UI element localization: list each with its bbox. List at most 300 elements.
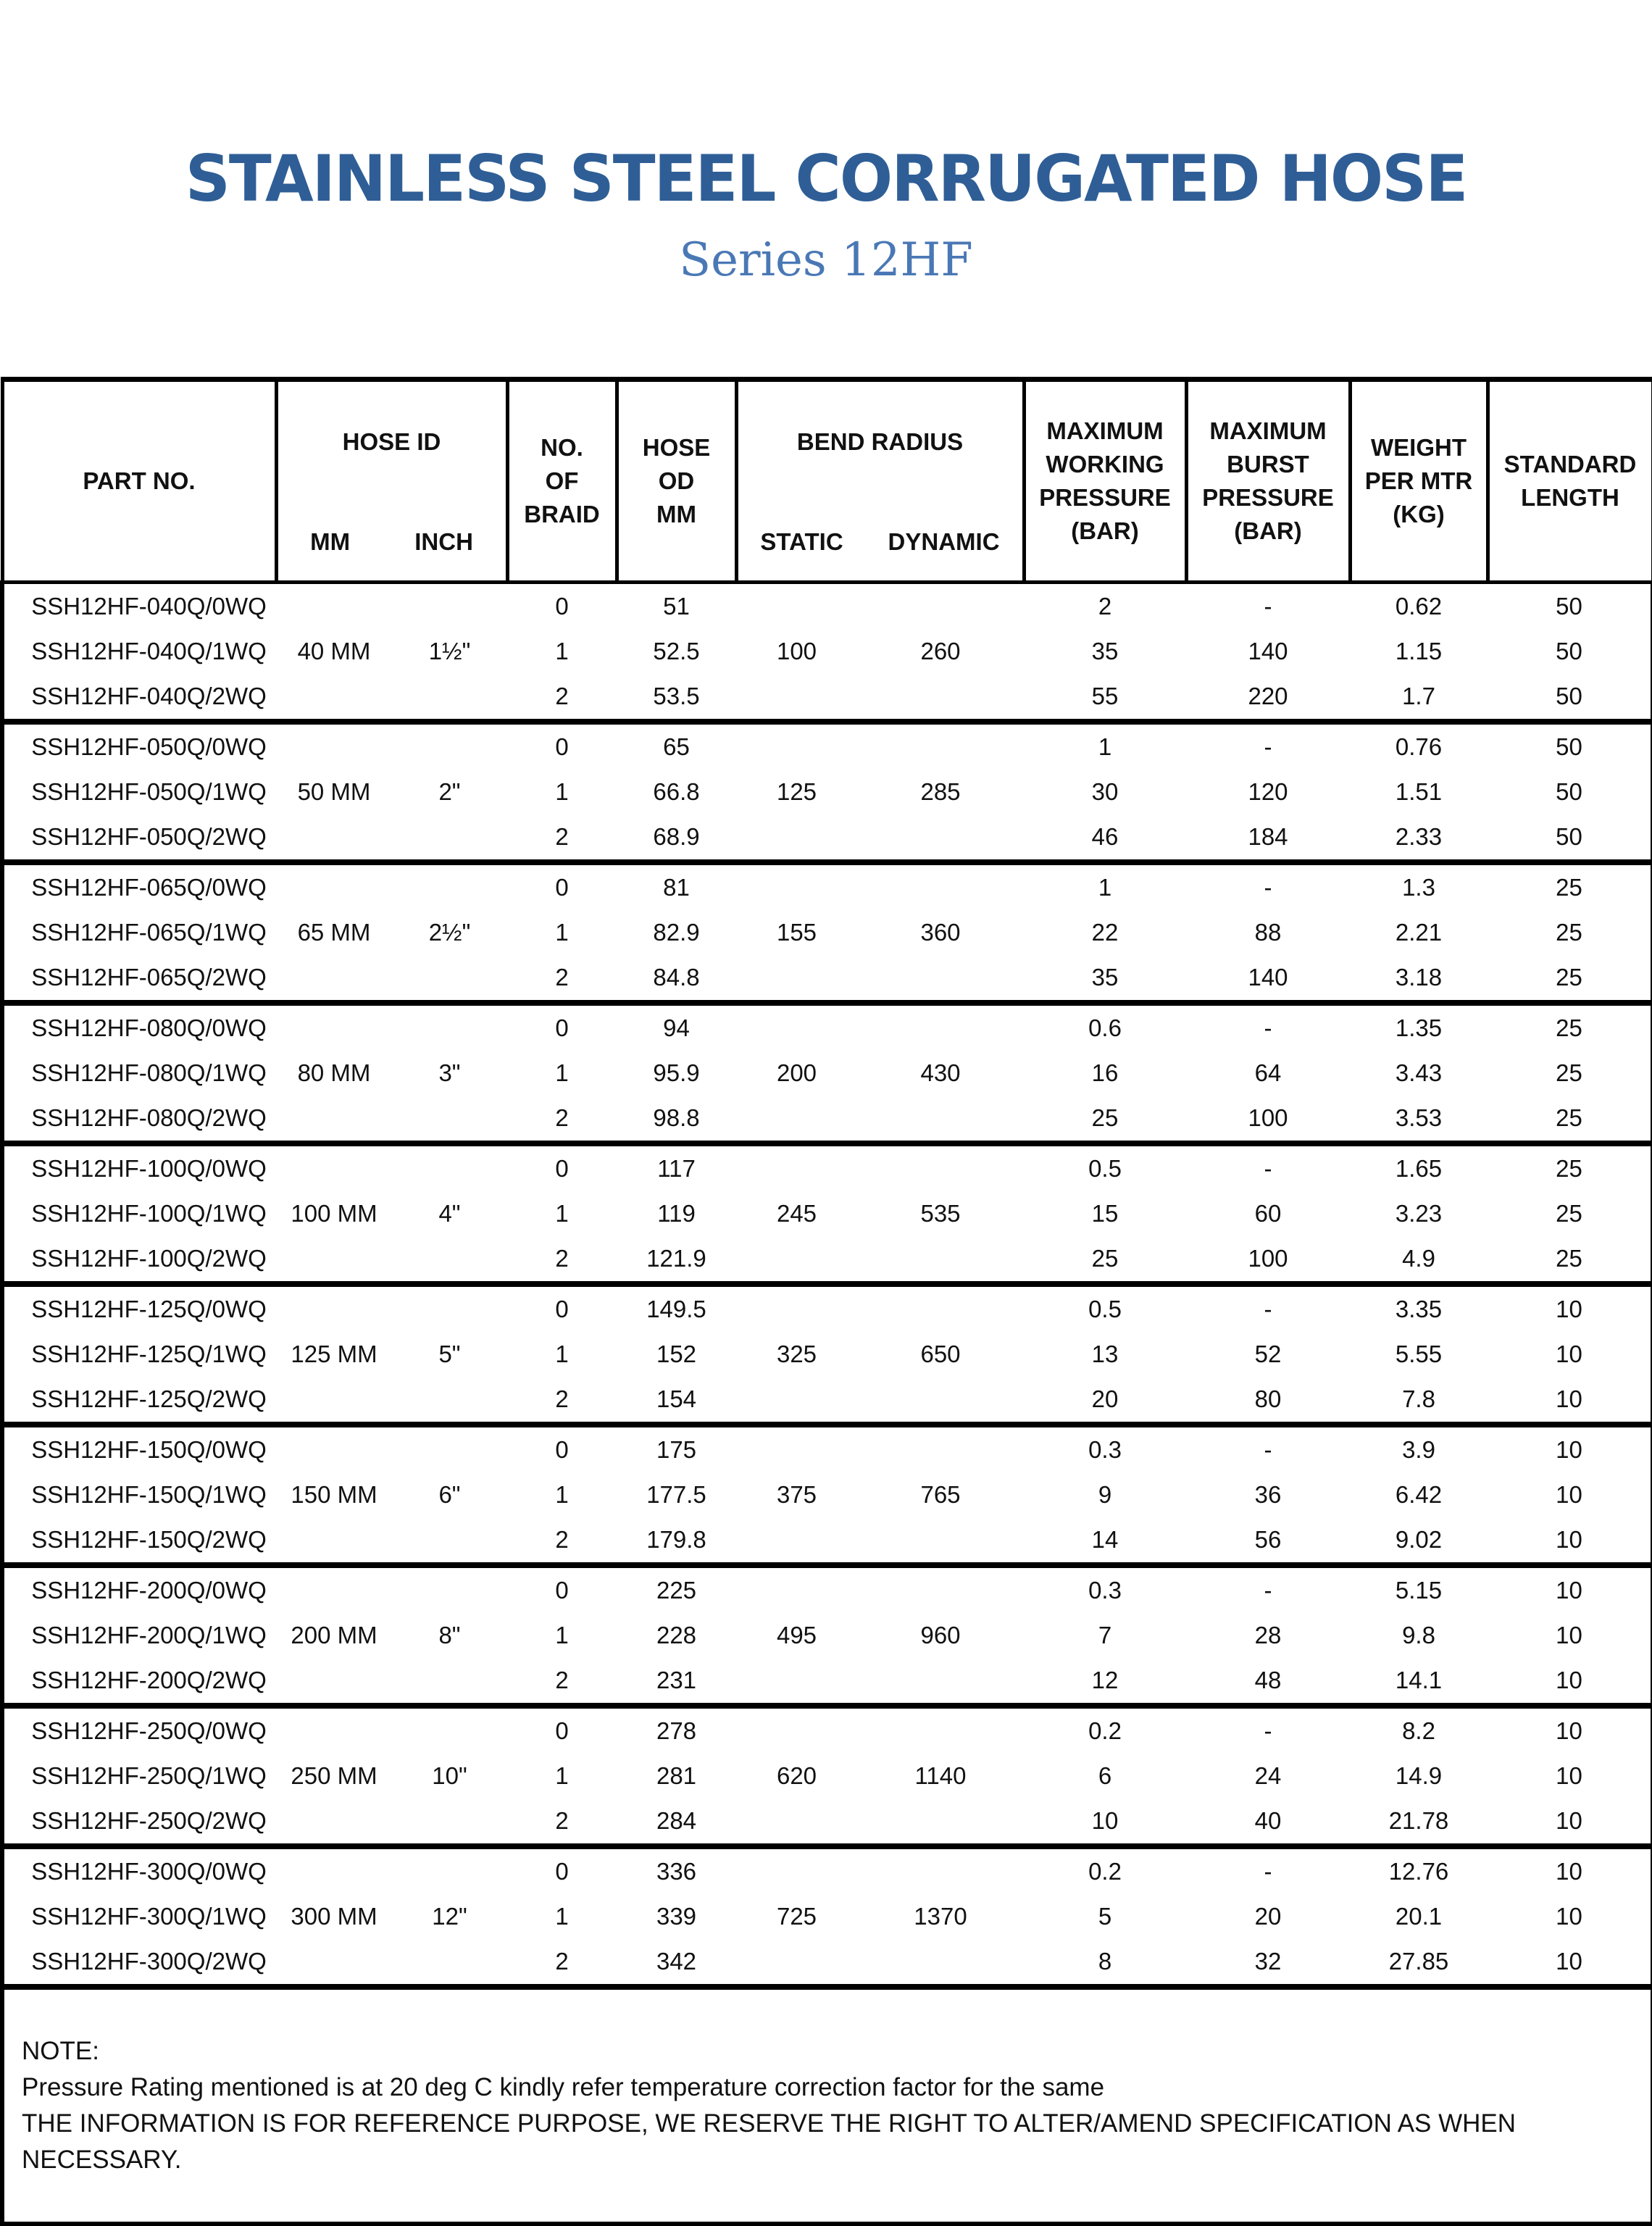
- part-no-cell: SSH12HF-065Q/2WQ: [2, 955, 276, 1003]
- table-row: [2, 1798, 1652, 1846]
- burst-pressure-cell: 64: [1254, 1059, 1282, 1086]
- hose-od-cell: 342: [617, 1939, 736, 1987]
- working-pressure-cell: 12: [1024, 1658, 1186, 1706]
- burst-pressure-cell: -: [1264, 593, 1272, 620]
- hose-id-mm-cell: 65 MM: [297, 919, 371, 946]
- working-pressure-cell: 5: [1098, 1903, 1112, 1930]
- table-row: [2, 1846, 1652, 1894]
- hose-id-inch-cell: 6": [438, 1481, 461, 1508]
- bend-static-cell: [736, 1798, 857, 1846]
- burst-pressure-cell: -: [1264, 1296, 1272, 1322]
- col-bend-radius: [736, 380, 1024, 583]
- bend-static-cell: [736, 1377, 857, 1425]
- weight-cell: 4.9: [1350, 1236, 1488, 1284]
- hose-id-inch-cell: [392, 1706, 507, 1754]
- standard-length-cell: 25: [1488, 1003, 1652, 1051]
- hose-id-mm-cell: 40 MM: [297, 638, 371, 664]
- table-header-row: [2, 380, 1652, 583]
- weight-cell: 20.1: [1395, 1903, 1443, 1930]
- table-row: [2, 1332, 1652, 1377]
- weight-cell: 9.02: [1350, 1517, 1488, 1565]
- burst-pressure-cell: -: [1264, 733, 1272, 760]
- weight-cell: 8.2: [1402, 1717, 1435, 1744]
- bend-dynamic-cell: [857, 1003, 1024, 1051]
- working-pressure-cell: 35: [1024, 955, 1186, 1003]
- bend-static-cell: 100: [776, 638, 817, 664]
- bend-dynamic-cell: [857, 1798, 1024, 1846]
- weight-cell: 0.62: [1395, 593, 1443, 620]
- bend-dynamic-cell: 430: [920, 1059, 961, 1086]
- braid-count-cell: 0: [555, 1296, 569, 1322]
- hose-id-inch-cell: [392, 1096, 507, 1143]
- hose-id-mm-cell: [276, 1377, 392, 1425]
- hose-od-cell: 281: [656, 1762, 697, 1789]
- standard-length-cell: 10: [1488, 1517, 1652, 1565]
- part-no-cell: SSH12HF-250Q/1WQ: [2, 1754, 276, 1798]
- table-row: [2, 814, 1652, 862]
- bend-dynamic-cell: [857, 1284, 1024, 1332]
- hose-od-cell: 149.5: [646, 1296, 706, 1322]
- hose-od-cell: 119: [657, 1200, 696, 1227]
- table-row: [2, 1613, 1652, 1658]
- working-pressure-cell: 15: [1091, 1200, 1119, 1227]
- part-no-cell: SSH12HF-300Q/0WQ: [2, 1846, 276, 1894]
- part-no-cell: SSH12HF-050Q/2WQ: [2, 814, 276, 862]
- braid-count-cell: 0: [555, 1577, 569, 1604]
- weight-cell: 27.85: [1350, 1939, 1488, 1987]
- hose-od-cell: 65: [663, 733, 690, 760]
- braid-count-cell: 1: [555, 1481, 569, 1508]
- hose-id-inch-cell: [392, 1284, 507, 1332]
- burst-pressure-cell: -: [1264, 1155, 1272, 1182]
- burst-pressure-cell: 120: [1248, 778, 1288, 805]
- burst-pressure-cell: -: [1264, 874, 1272, 901]
- weight-cell: 1.35: [1395, 1014, 1443, 1041]
- burst-pressure-cell: 184: [1186, 814, 1350, 862]
- document-title: STAINLESS STEEL CORRUGATED HOSE: [185, 141, 1467, 216]
- hose-od-cell: 82.9: [653, 919, 700, 946]
- bend-dynamic-cell: 960: [920, 1622, 961, 1648]
- bend-static-cell: [736, 722, 857, 770]
- note-disclaimer: THE INFORMATION IS FOR REFERENCE PURPOSE, WE RESERVE THE RIGHT TO ALTER/AMEND SPECIFICATION AS WHEN NECESSARY.: [22, 2109, 1517, 2174]
- hose-id-label: HOSE ID: [342, 428, 441, 455]
- hose-id-mm-cell: [276, 1939, 392, 1987]
- weight-cell: 3.35: [1395, 1296, 1443, 1322]
- table-row: [2, 1377, 1652, 1425]
- weight-cell: 2.33: [1350, 814, 1488, 862]
- hose-id-inch-cell: 4": [438, 1200, 461, 1227]
- braid-count-cell: 0: [555, 1717, 569, 1744]
- burst-pressure-cell: 40: [1186, 1798, 1350, 1846]
- standard-length-cell: 50: [1488, 722, 1652, 770]
- hose-id-mm-cell: [276, 1003, 392, 1051]
- standard-length-cell: 25: [1488, 1051, 1652, 1096]
- bend-dynamic-cell: [857, 1236, 1024, 1284]
- standard-length-cell: 10: [1488, 1377, 1652, 1425]
- working-pressure-cell: 0.5: [1088, 1155, 1122, 1182]
- part-no-cell: SSH12HF-100Q/1WQ: [2, 1191, 276, 1236]
- col-hose-od: HOSE OD MM: [617, 380, 736, 583]
- hose-od-cell: 68.9: [617, 814, 736, 862]
- working-pressure-cell: 2: [1098, 593, 1112, 620]
- weight-cell: 5.55: [1395, 1341, 1443, 1367]
- bend-static-cell: [736, 1003, 857, 1051]
- part-no-cell: SSH12HF-050Q/1WQ: [2, 770, 276, 814]
- part-no-cell: SSH12HF-300Q/2WQ: [2, 1939, 276, 1987]
- standard-length-cell: 10: [1488, 1332, 1652, 1377]
- table-row: [2, 1425, 1652, 1472]
- braid-count-cell: 2: [507, 1517, 617, 1565]
- bend-dynamic-cell: 1370: [914, 1903, 967, 1930]
- table-row: [2, 1051, 1652, 1096]
- standard-length-cell: 25: [1488, 910, 1652, 955]
- table-row: [2, 1517, 1652, 1565]
- bend-static-cell: [736, 1236, 857, 1284]
- braid-count-cell: 2: [507, 955, 617, 1003]
- hose-id-mm-cell: [276, 722, 392, 770]
- weight-cell: 21.78: [1350, 1798, 1488, 1846]
- working-pressure-cell: 6: [1098, 1762, 1112, 1789]
- hose-id-inch-cell: [392, 674, 507, 722]
- weight-cell: 6.42: [1395, 1481, 1443, 1508]
- burst-pressure-cell: 52: [1254, 1341, 1282, 1367]
- table-row: [2, 1236, 1652, 1284]
- hose-id-mm-cell: [276, 1096, 392, 1143]
- bend-dynamic-cell: [857, 1846, 1024, 1894]
- weight-cell: 1.65: [1395, 1155, 1443, 1182]
- hose-id-mm-cell: [276, 674, 392, 722]
- hose-id-inch-cell: [392, 1236, 507, 1284]
- bend-static-cell: 495: [776, 1622, 817, 1648]
- braid-count-cell: 1: [555, 778, 569, 805]
- bend-static-cell: [736, 1143, 857, 1191]
- burst-pressure-cell: 20: [1254, 1903, 1282, 1930]
- working-pressure-cell: 9: [1098, 1481, 1112, 1508]
- working-pressure-cell: 25: [1024, 1236, 1186, 1284]
- bend-dynamic-cell: 285: [920, 778, 961, 805]
- standard-length-cell: 50: [1488, 674, 1652, 722]
- hose-id-inch-cell: 2½": [428, 919, 471, 946]
- hose-od-cell: 225: [656, 1577, 697, 1604]
- braid-count-cell: 2: [507, 1377, 617, 1425]
- standard-length-cell: 10: [1488, 1846, 1652, 1894]
- hose-id-inch-cell: [392, 862, 507, 910]
- hose-id-inch-cell: [392, 1565, 507, 1613]
- working-pressure-cell: 20: [1024, 1377, 1186, 1425]
- weight-cell: 3.43: [1395, 1059, 1443, 1086]
- braid-count-cell: 1: [555, 919, 569, 946]
- table-row: [2, 1472, 1652, 1517]
- weight-cell: 0.76: [1395, 733, 1443, 760]
- hose-id-mm-cell: [276, 1565, 392, 1613]
- col-standard-length: STANDARD LENGTH: [1488, 380, 1652, 583]
- burst-pressure-cell: -: [1264, 1717, 1272, 1744]
- bend-dynamic-cell: [857, 1565, 1024, 1613]
- working-pressure-cell: 0.3: [1088, 1436, 1122, 1463]
- working-pressure-cell: 7: [1098, 1622, 1112, 1648]
- hose-id-mm-cell: 50 MM: [297, 778, 371, 805]
- bend-static-cell: 245: [776, 1200, 817, 1227]
- col-max-burst-pressure: MAXIMUM BURST PRESSURE (BAR): [1186, 380, 1350, 583]
- working-pressure-cell: 0.2: [1088, 1717, 1122, 1744]
- braid-count-cell: 2: [507, 1236, 617, 1284]
- hose-od-cell: 336: [656, 1858, 697, 1885]
- working-pressure-cell: 16: [1091, 1059, 1119, 1086]
- hose-id-mm-cell: [276, 1284, 392, 1332]
- burst-pressure-cell: -: [1264, 1858, 1272, 1885]
- burst-pressure-cell: 140: [1248, 638, 1288, 664]
- standard-length-cell: 10: [1488, 1894, 1652, 1939]
- burst-pressure-cell: 36: [1254, 1481, 1282, 1508]
- hose-id-mm-cell: 250 MM: [291, 1762, 377, 1789]
- hose-id-inch-cell: [392, 955, 507, 1003]
- hose-od-cell: 121.9: [617, 1236, 736, 1284]
- part-no-cell: SSH12HF-300Q/1WQ: [2, 1894, 276, 1939]
- bend-dynamic-cell: 260: [920, 638, 961, 664]
- weight-cell: 14.1: [1350, 1658, 1488, 1706]
- hose-od-cell: 152: [656, 1341, 697, 1367]
- weight-cell: 14.9: [1395, 1762, 1443, 1789]
- braid-count-cell: 0: [555, 1155, 569, 1182]
- bend-dynamic-cell: 535: [920, 1200, 961, 1227]
- hose-id-mm-cell: [276, 1236, 392, 1284]
- burst-pressure-cell: 140: [1186, 955, 1350, 1003]
- standard-length-cell: 10: [1488, 1284, 1652, 1332]
- hose-id-mm-cell: [276, 583, 392, 630]
- bend-dynamic-cell: [857, 862, 1024, 910]
- working-pressure-cell: 30: [1091, 778, 1119, 805]
- part-no-cell: SSH12HF-080Q/1WQ: [2, 1051, 276, 1096]
- table-row: [2, 910, 1652, 955]
- braid-count-cell: 1: [555, 1762, 569, 1789]
- hose-id-mm-cell: 80 MM: [297, 1059, 371, 1086]
- bend-dynamic-cell: 765: [920, 1481, 961, 1508]
- bend-dynamic-cell: [857, 1143, 1024, 1191]
- bend-static-cell: [736, 1565, 857, 1613]
- bend-static-cell: [736, 1846, 857, 1894]
- burst-pressure-cell: 100: [1186, 1236, 1350, 1284]
- braid-count-cell: 2: [507, 814, 617, 862]
- bend-dynamic-cell: [857, 955, 1024, 1003]
- burst-pressure-cell: 80: [1186, 1377, 1350, 1425]
- standard-length-cell: 25: [1488, 862, 1652, 910]
- weight-cell: 1.51: [1395, 778, 1443, 805]
- working-pressure-cell: 46: [1024, 814, 1186, 862]
- part-no-cell: SSH12HF-040Q/1WQ: [2, 629, 276, 674]
- working-pressure-cell: 1: [1098, 874, 1112, 901]
- standard-length-cell: 25: [1488, 955, 1652, 1003]
- working-pressure-cell: 0.3: [1088, 1577, 1122, 1604]
- hose-od-cell: 228: [656, 1622, 697, 1648]
- part-no-cell: SSH12HF-200Q/1WQ: [2, 1613, 276, 1658]
- bend-dynamic-cell: 1140: [914, 1762, 967, 1789]
- standard-length-cell: 10: [1488, 1658, 1652, 1706]
- standard-length-cell: 25: [1488, 1143, 1652, 1191]
- weight-cell: 3.53: [1350, 1096, 1488, 1143]
- hose-id-mm-cell: 100 MM: [291, 1200, 377, 1227]
- col-part-no: PART NO.: [2, 380, 276, 583]
- weight-cell: 5.15: [1395, 1577, 1443, 1604]
- braid-count-cell: 2: [507, 1798, 617, 1846]
- table-row: [2, 862, 1652, 910]
- standard-length-cell: 50: [1488, 583, 1652, 630]
- bend-dynamic-cell: 360: [920, 919, 961, 946]
- burst-pressure-cell: 56: [1186, 1517, 1350, 1565]
- table-row: [2, 1658, 1652, 1706]
- weight-cell: 12.76: [1388, 1858, 1449, 1885]
- hose-id-inch-cell: 2": [438, 778, 461, 805]
- hose-id-mm-cell: 150 MM: [291, 1481, 377, 1508]
- hose-od-cell: 175: [656, 1436, 697, 1463]
- standard-length-cell: 10: [1488, 1613, 1652, 1658]
- bend-static-cell: 325: [776, 1341, 817, 1367]
- hose-id-inch-cell: [392, 1939, 507, 1987]
- working-pressure-cell: 25: [1024, 1096, 1186, 1143]
- burst-pressure-cell: 220: [1186, 674, 1350, 722]
- standard-length-cell: 10: [1488, 1706, 1652, 1754]
- bend-static-cell: [736, 1658, 857, 1706]
- hose-id-inch-cell: 8": [438, 1622, 461, 1648]
- hose-id-mm-cell: 200 MM: [291, 1622, 377, 1648]
- braid-count-cell: 0: [555, 1436, 569, 1463]
- braid-count-cell: 2: [507, 1658, 617, 1706]
- working-pressure-cell: 0.5: [1088, 1296, 1122, 1322]
- working-pressure-cell: 8: [1024, 1939, 1186, 1987]
- col-max-working-pressure: MAXIMUM WORKING PRESSURE (BAR): [1024, 380, 1186, 583]
- braid-count-cell: 0: [555, 1858, 569, 1885]
- part-no-cell: SSH12HF-040Q/2WQ: [2, 674, 276, 722]
- braid-count-cell: 1: [555, 638, 569, 664]
- hose-id-inch-cell: [392, 1846, 507, 1894]
- table-row: [2, 1191, 1652, 1236]
- standard-length-cell: 50: [1488, 770, 1652, 814]
- working-pressure-cell: 10: [1024, 1798, 1186, 1846]
- part-no-cell: SSH12HF-150Q/0WQ: [2, 1425, 276, 1472]
- bend-static-cell: [736, 674, 857, 722]
- hose-od-cell: 117: [657, 1155, 696, 1182]
- part-no-cell: SSH12HF-200Q/2WQ: [2, 1658, 276, 1706]
- hose-id-inch-cell: 1½": [428, 638, 471, 664]
- bend-static-cell: 725: [776, 1903, 817, 1930]
- part-no-cell: SSH12HF-080Q/2WQ: [2, 1096, 276, 1143]
- standard-length-cell: 25: [1488, 1096, 1652, 1143]
- hose-id-mm-cell: [276, 1425, 392, 1472]
- bend-dynamic-cell: [857, 1706, 1024, 1754]
- hose-od-cell: 84.8: [617, 955, 736, 1003]
- table-row: [2, 1939, 1652, 1987]
- bend-static-cell: [736, 955, 857, 1003]
- bend-radius-label: BEND RADIUS: [796, 428, 964, 455]
- bend-static-cell: [736, 814, 857, 862]
- table-row: [2, 674, 1652, 722]
- hose-id-inch-cell: [392, 1143, 507, 1191]
- hose-od-cell: 94: [663, 1014, 690, 1041]
- hose-id-mm-cell: [276, 1706, 392, 1754]
- weight-cell: 9.8: [1402, 1622, 1435, 1648]
- hose-id-inch-cell: 3": [438, 1059, 461, 1086]
- bend-static-cell: 155: [776, 919, 817, 946]
- working-pressure-cell: 0.2: [1088, 1858, 1122, 1885]
- part-no-cell: SSH12HF-250Q/2WQ: [2, 1798, 276, 1846]
- hose-id-mm-cell: [276, 955, 392, 1003]
- part-no-cell: SSH12HF-200Q/0WQ: [2, 1565, 276, 1613]
- braid-count-cell: 0: [555, 593, 569, 620]
- hose-id-mm-cell: [276, 1143, 392, 1191]
- burst-pressure-cell: 24: [1254, 1762, 1282, 1789]
- hose-od-cell: 339: [656, 1903, 697, 1930]
- hose-od-cell: 81: [663, 874, 690, 901]
- bend-static-cell: 375: [776, 1481, 817, 1508]
- bend-static-cell: 200: [776, 1059, 817, 1086]
- braid-count-cell: 1: [555, 1341, 569, 1367]
- standard-length-cell: 10: [1488, 1565, 1652, 1613]
- part-no-cell: SSH12HF-125Q/1WQ: [2, 1332, 276, 1377]
- burst-pressure-cell: 32: [1186, 1939, 1350, 1987]
- part-no-cell: SSH12HF-050Q/0WQ: [2, 722, 276, 770]
- standard-length-cell: 10: [1488, 1472, 1652, 1517]
- series-subtitle: Series 12HF: [679, 233, 973, 287]
- bend-dynamic-cell: [857, 722, 1024, 770]
- part-no-cell: SSH12HF-040Q/0WQ: [2, 583, 276, 630]
- hose-id-mm-cell: [276, 814, 392, 862]
- hose-id-mm-cell: [276, 862, 392, 910]
- hose-od-cell: 284: [617, 1798, 736, 1846]
- part-no-cell: SSH12HF-080Q/0WQ: [2, 1003, 276, 1051]
- hose-id-mm-label: MM: [310, 528, 351, 555]
- bend-static-cell: [736, 1096, 857, 1143]
- working-pressure-cell: 14: [1024, 1517, 1186, 1565]
- part-no-cell: SSH12HF-250Q/0WQ: [2, 1706, 276, 1754]
- hose-od-cell: 52.5: [653, 638, 700, 664]
- working-pressure-cell: 1: [1098, 733, 1112, 760]
- part-no-cell: SSH12HF-125Q/0WQ: [2, 1284, 276, 1332]
- hose-id-inch-cell: 5": [438, 1341, 461, 1367]
- table-row: [2, 1565, 1652, 1613]
- bend-dynamic-cell: [857, 1658, 1024, 1706]
- working-pressure-cell: 55: [1024, 674, 1186, 722]
- bend-dynamic-label: DYNAMIC: [888, 528, 1000, 555]
- table-row: [2, 955, 1652, 1003]
- col-hose-id: [276, 380, 507, 583]
- bend-dynamic-cell: 650: [920, 1341, 961, 1367]
- burst-pressure-cell: -: [1264, 1014, 1272, 1041]
- hose-od-cell: 53.5: [617, 674, 736, 722]
- braid-count-cell: 1: [555, 1622, 569, 1648]
- table-row: [2, 1096, 1652, 1143]
- table-row: [2, 629, 1652, 674]
- burst-pressure-cell: 28: [1254, 1622, 1282, 1648]
- burst-pressure-cell: 88: [1254, 919, 1282, 946]
- hose-od-cell: 95.9: [653, 1059, 700, 1086]
- hose-id-mm-cell: 125 MM: [291, 1341, 377, 1367]
- burst-pressure-cell: -: [1264, 1577, 1272, 1604]
- table-row: [2, 770, 1652, 814]
- hose-id-mm-cell: 300 MM: [291, 1903, 377, 1930]
- hose-id-inch-cell: [392, 722, 507, 770]
- braid-count-cell: 1: [555, 1903, 569, 1930]
- bend-dynamic-cell: [857, 814, 1024, 862]
- bend-static-cell: [736, 1284, 857, 1332]
- working-pressure-cell: 22: [1091, 919, 1119, 946]
- table-body: [2, 583, 1652, 1988]
- hose-od-cell: 231: [617, 1658, 736, 1706]
- weight-cell: 3.18: [1350, 955, 1488, 1003]
- bend-dynamic-cell: [857, 1939, 1024, 1987]
- hose-od-cell: 179.8: [617, 1517, 736, 1565]
- braid-count-cell: 2: [507, 1096, 617, 1143]
- col-weight-per-mtr: WEIGHT PER MTR (KG): [1350, 380, 1488, 583]
- braid-count-cell: 1: [555, 1059, 569, 1086]
